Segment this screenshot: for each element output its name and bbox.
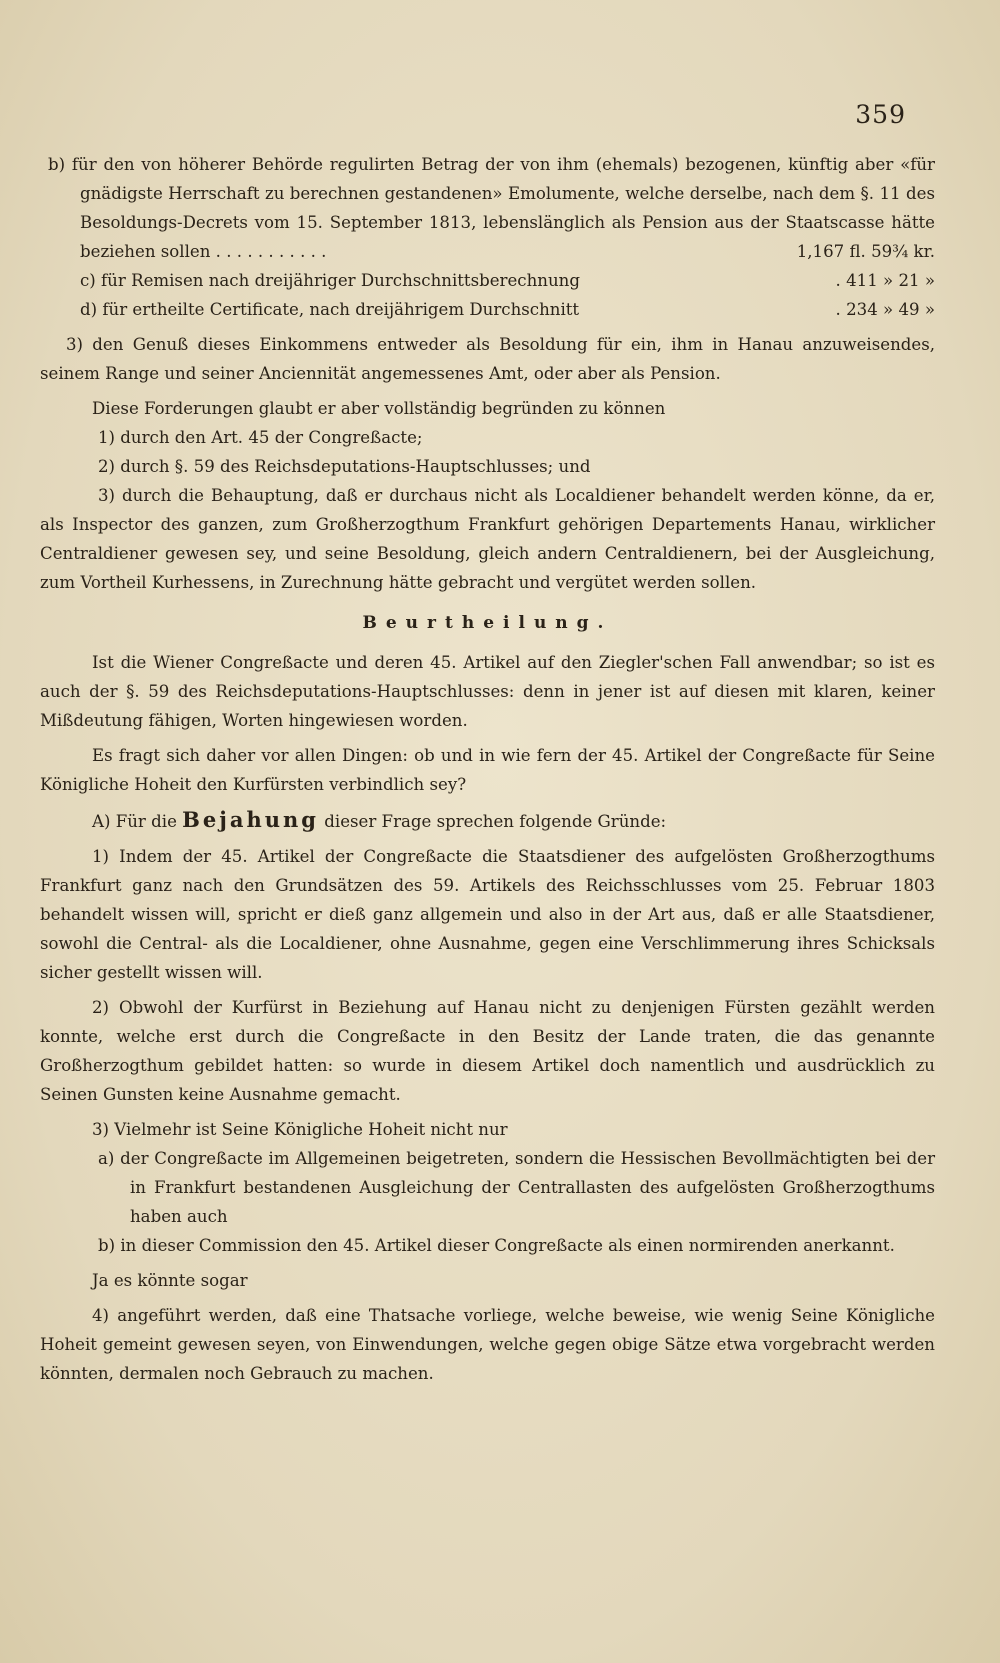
ground-3a: a) der Congreßacte im Allgemeinen beigetreten, sondern die Hessischen Bevollmächtigten bei der in Frankfurt bestandenen Ausgleichung der Centrallasten des aufgelösten Großherzogthums haben auch bbox=[98, 1149, 935, 1226]
ground-4: 4) angeführt werden, daß eine Thatsache vorliege, welche beweise, wie wenig Seine Königliche Hoheit gemeint gewesen seyen, von Einwendungen, welche gegen obige Sätze etwa vorgebracht werden könnten, dermalen noch Gebrauch zu machen. bbox=[40, 1306, 935, 1383]
ground-3b: b) in dieser Commission den 45. Artikel dieser Congreßacte als einen normirenden anerkannt. bbox=[98, 1236, 895, 1255]
item-b-text: für den von höherer Behörde regulirten Betrag der von ihm (ehemals) bezogenen, künftig aber «für gnädigste Herrschaft zu berechnen gestandenen» Emolumente, welche derselbe, nach dem §. 11 des Besoldungs-Decrets vom 15. September 1813, lebenslänglich als Pension aus der Staatscasse hätte beziehen sollen . . . . . . . . . . . bbox=[71, 155, 935, 261]
paragraph-3: 3) den Genuß dieses Einkommens entweder als Besoldung für ein, ihm in Hanau anzuweisendes, seinem Range und seiner Anciennität angemessenes Amt, oder aber als Pension. bbox=[40, 335, 935, 383]
page-body bbox=[40, 150, 935, 1388]
item-c-text: c) für Remisen nach dreijähriger Durchschnittsberechnung bbox=[80, 271, 580, 290]
reason-2: 2) durch §. 59 des Reichsdeputations-Hauptschlusses; und bbox=[98, 457, 591, 476]
item-d bbox=[40, 295, 935, 324]
item-c-amount: . 411 » 21 » bbox=[835, 271, 935, 290]
paragraph-ja: Ja es könnte sogar bbox=[92, 1271, 248, 1290]
paragraph-fragt: Es fragt sich daher vor allen Dingen: ob und in wie fern der 45. Artikel der Congreßacte für Seine Königliche Hoheit den Kurfürsten verbindlich sey? bbox=[40, 746, 935, 794]
reason-3: 3) durch die Behauptung, daß er durchaus nicht als Localdiener behandelt werden könne, da er, als Inspector des ganzen, zum Großherzogthum Frankfurt gehörigen Departements Hanau, wirklicher Centraldiener gewesen sey, und seine Besoldung, gleich andern Centraldienern, bei der Ausgleichung, zum Vortheil Kurhessens, in Zurechnung hätte gebracht und vergütet werden sollen. bbox=[40, 486, 935, 592]
item-d-amount: . 234 » 49 » bbox=[835, 300, 935, 319]
ground-2: 2) Obwohl der Kurfürst in Beziehung auf Hanau nicht zu denjenigen Fürsten gezählt werden konnte, welche erst durch die Congreßacte in den Besitz der Lande traten, die das genannte Großherzogthum gebildet hatten: so wurde in diesem Artikel doch namentlich und ausdrücklich zu Seinen Gunsten keine Ausnahme gemacht. bbox=[40, 998, 935, 1104]
paragraph-A bbox=[40, 805, 935, 836]
ground-1: 1) Indem der 45. Artikel der Congreßacte die Staatsdiener des aufgelösten Großherzogthums Frankfurt ganz nach den Grundsätzen des 59. Artikels des Reichsschlusses vom 25. Februar 1803 behandelt wissen will, spricht er dieß ganz allgemein und also in der Art aus, daß er alle Staatsdiener, sowohl die Central- als die Localdiener, ohne Ausnahme, gegen eine Verschlimmerung ihres Schicksals sicher gestellt wissen will. bbox=[40, 847, 935, 982]
reason-1: 1) durch den Art. 45 der Congreßacte; bbox=[98, 428, 423, 447]
item-b-label: b) bbox=[48, 155, 66, 174]
paragraph-A-pre: A) Für die bbox=[92, 812, 177, 831]
paragraph-ist: Ist die Wiener Congreßacte und deren 45. Artikel auf den Ziegler'schen Fall anwendbar; so ist es auch der §. 59 des Reichsdeputations-Hauptschlusses: denn in jener ist auf diesen mit klaren, keiner Mißdeutung fähigen, Worten hingewiesen worden. bbox=[40, 653, 935, 730]
page-number: 359 bbox=[855, 100, 906, 129]
ground-3: 3) Vielmehr ist Seine Königliche Hoheit nicht nur bbox=[92, 1120, 508, 1139]
item-b-amount: 1,167 fl. 59¾ kr. bbox=[796, 242, 935, 261]
paragraph-A-emphasis: Bejahung bbox=[182, 807, 319, 832]
section-heading: Beurtheilung. bbox=[362, 613, 613, 633]
item-b bbox=[40, 150, 935, 266]
item-c bbox=[40, 266, 935, 295]
paragraph-A-post: dieser Frage sprechen folgende Gründe: bbox=[324, 812, 667, 831]
item-d-text: d) für ertheilte Certificate, nach dreijährigem Durchschnitt bbox=[80, 300, 580, 319]
paragraph-forderungen: Diese Forderungen glaubt er aber vollständig begründen zu können bbox=[92, 399, 666, 418]
